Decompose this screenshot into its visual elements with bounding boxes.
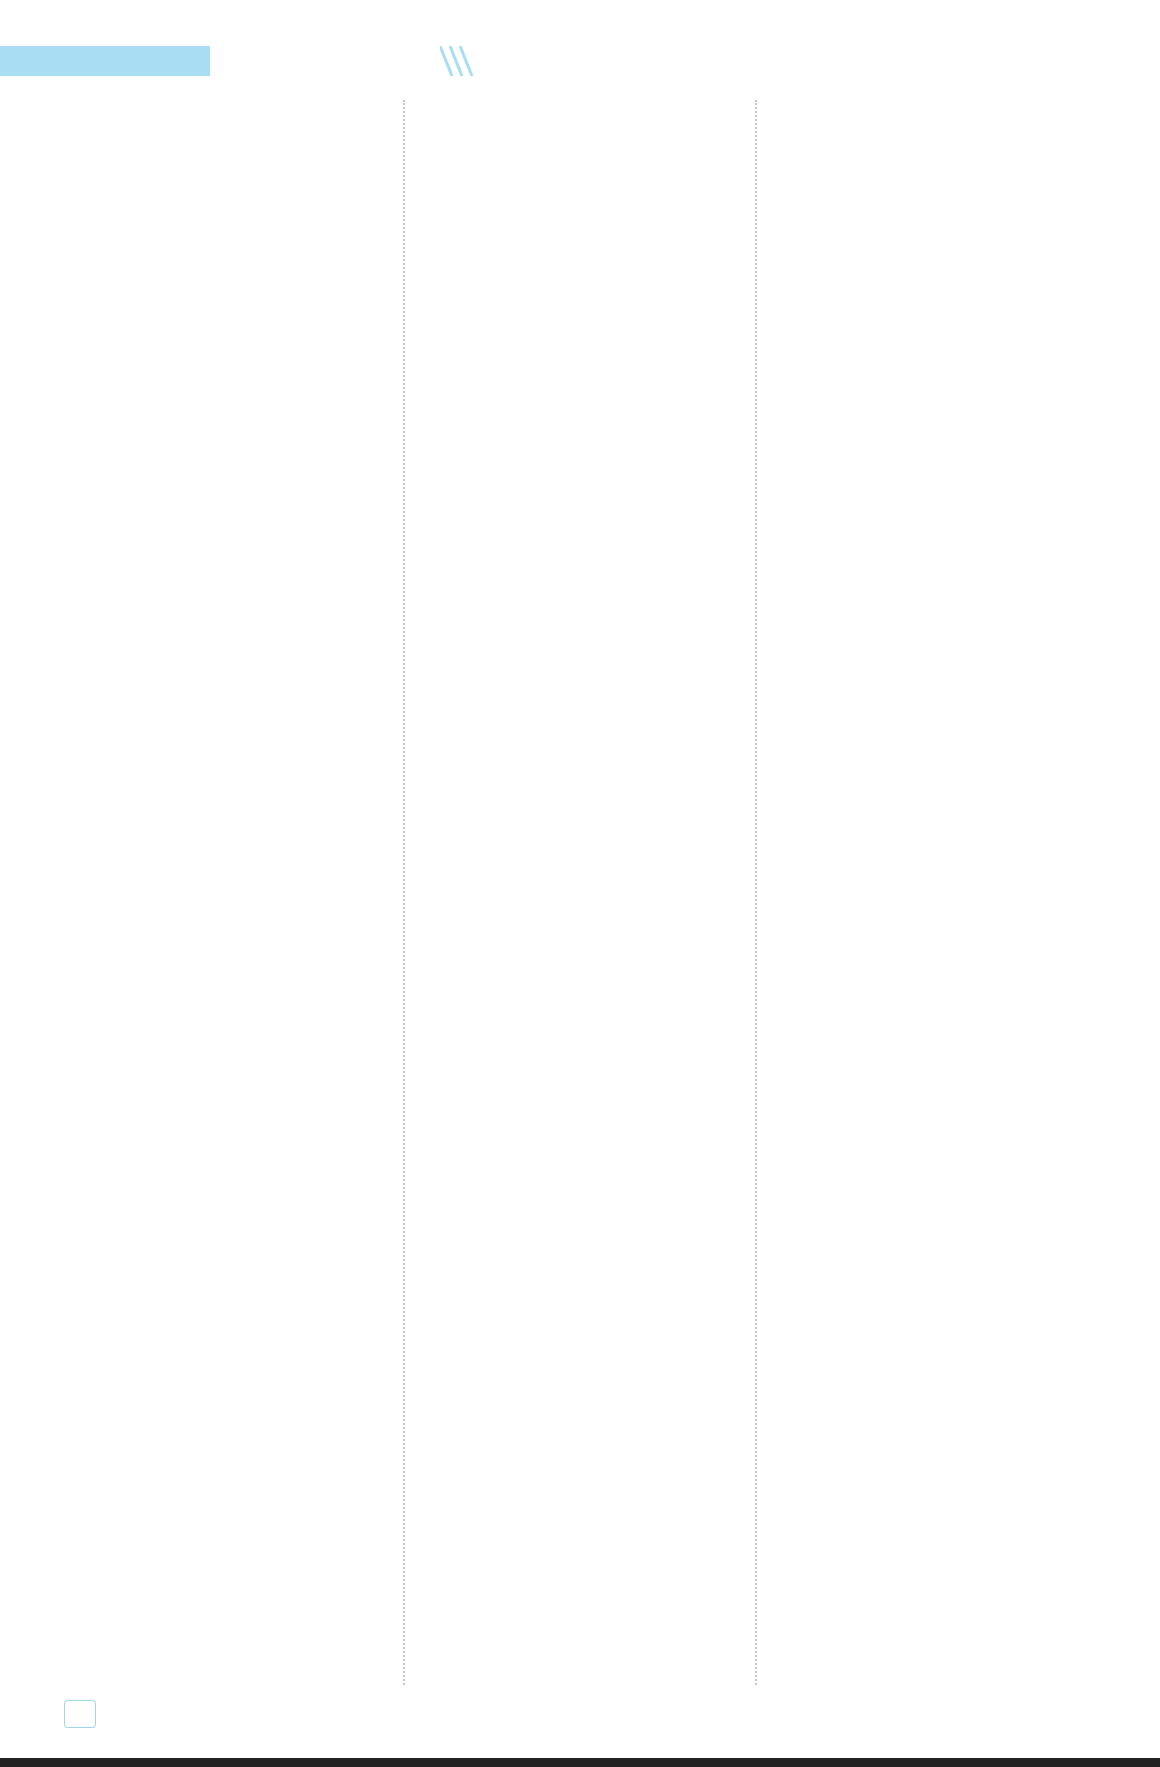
header-band: [0, 46, 210, 76]
header-stripes: [440, 46, 490, 76]
column-divider-1: [403, 100, 405, 1685]
column-divider-2: [755, 100, 757, 1685]
bottom-bar: [0, 1758, 1160, 1767]
page-number: [64, 1700, 96, 1728]
page-header: [0, 46, 490, 76]
